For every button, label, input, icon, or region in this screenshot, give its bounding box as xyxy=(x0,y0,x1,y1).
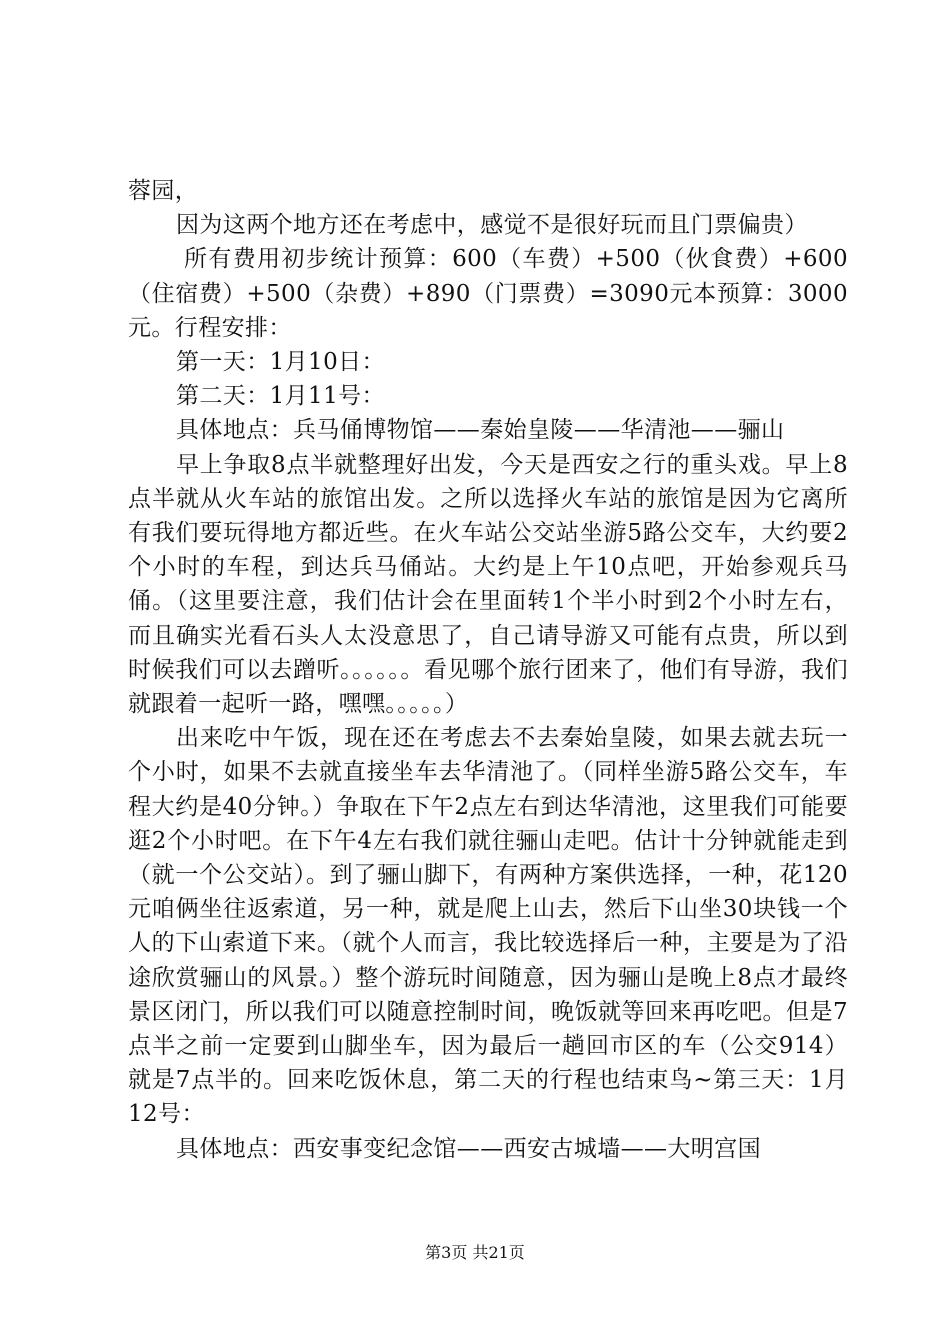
paragraph-day-one: 第一天：1月10日： xyxy=(176,349,385,376)
paragraph-day-two-locations: 具体地点：兵马俑博物馆——秦始皇陵——华清池——骊山 xyxy=(176,417,785,444)
page-footer: 第3页 共21页 xyxy=(425,1243,525,1262)
paragraph-day-two: 第二天：1月11号： xyxy=(176,383,385,410)
paragraph-afternoon-plan: 出来吃中午饭，现在还在考虑去不去秦始皇陵，如果去就去玩一个小时，如果不去就直接坐车去华清池了。（同样坐游5路公交车，车程大约是40分钟。）争取在下午2点左右到达华清池，这里我们可能要逛2个小时吧。在下午4左右我们就往骊山走吧。估计十分钟就能走到（就一个公交站）。到了骊山脚下，有两种方案供选择，一种，花120元咱俩坐往返索道，另一种，就是爬上山去，然后下山坐30块钱一个人的下山索道下来。（就个人而言，我比较选择后一种，主要是为了沿途欣赏骊山的风景。）整个游玩时间随意，因为骊山是晚上8点才最终景区闭门，所以我们可以随意控制时间，晚饭就等回来再吃吧。但是7点半之前一定要到山脚坐车，因为最后一趟回市区的车（公交914）就是7点半的。回来吃饭休息，第二天的行程也结束鸟~第三天：1月12号： xyxy=(128,725,848,1128)
paragraph-day-three-locations: 具体地点：西安事变纪念馆——西安古城墙——大明宫国 xyxy=(176,1135,761,1162)
paragraph-budget: 所有费用初步统计预算：600（车费）+500（伙食费）+600（住宿费）+500（杂费）+890（门票费）=3090元本预算：3000元。行程安排： xyxy=(128,246,848,341)
paragraph-note: 因为这两个地方还在考虑中，感觉不是很好玩而且门票偏贵） xyxy=(176,212,808,239)
paragraph-continuation: 蓉园， xyxy=(128,178,199,204)
paragraph-morning-plan: 早上争取8点半就整理好出发，今天是西安之行的重头戏。早上8点半就从火车站的旅馆出发。之所以选择火车站的旅馆是因为它离所有我们要玩得地方都近些。在火车站公交站坐游5路公交车，大约要2个小时的车程，到达兵马俑站。大约是上午10点吧，开始参观兵马俑。（这里要注意，我们估计会在里面转1个半小时到2个小时左右，而且确实光看石头人太没意思了，自己请导游又可能有点贵，所以到时候我们可以去蹭听。。。。。。看见哪个旅行团来了，他们有导游，我们就跟着一起听一路，嘿嘿。。。。。） xyxy=(128,451,848,718)
body-text xyxy=(128,174,848,1166)
